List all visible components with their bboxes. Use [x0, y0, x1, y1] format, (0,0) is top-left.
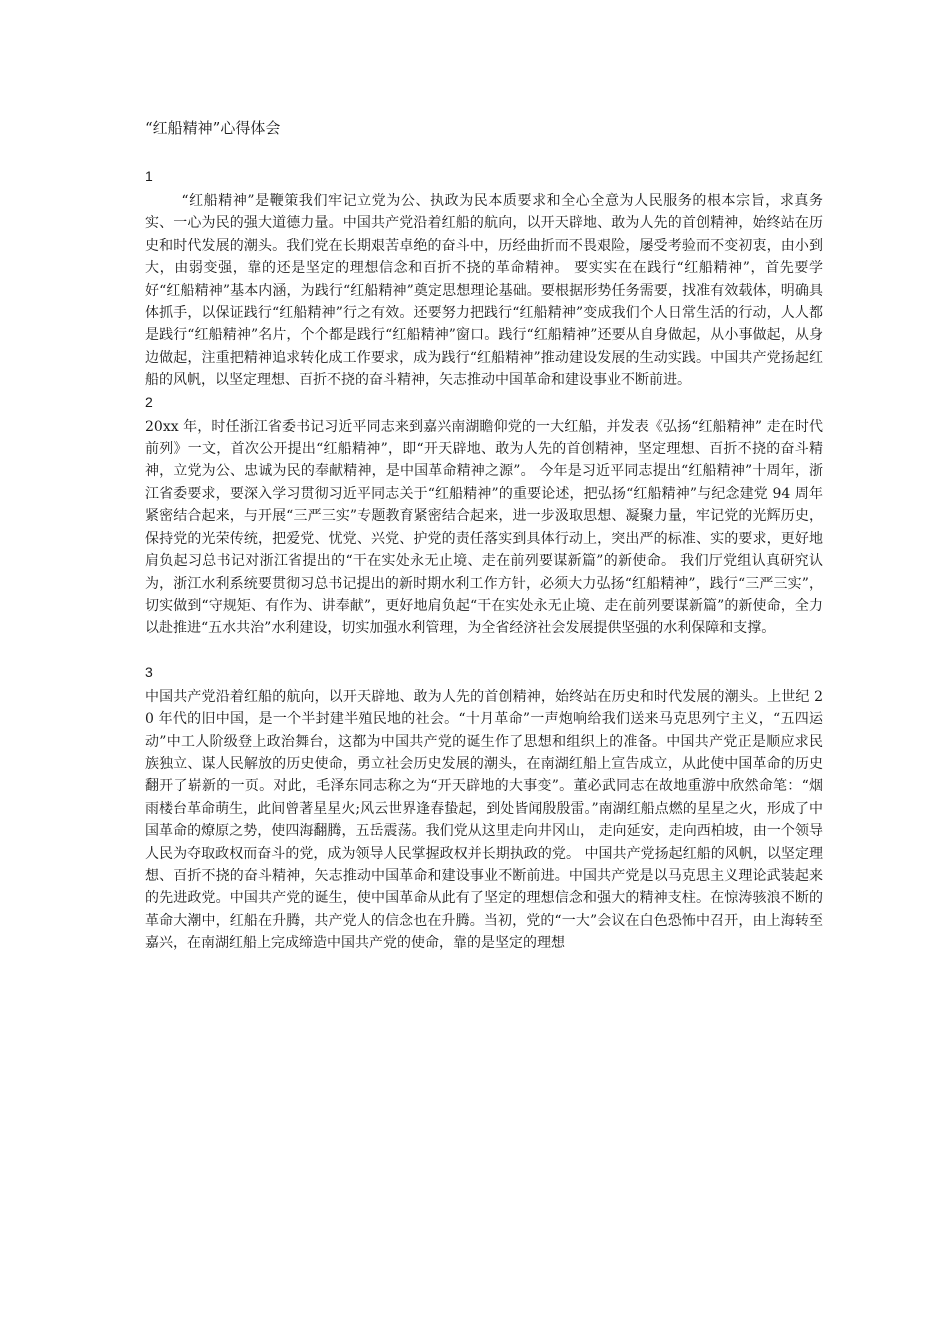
section-3: [145, 662, 823, 955]
section-number: 1: [145, 168, 153, 184]
section-paragraph: “红船精神”是鞭策我们牢记立党为公、执政为民本质要求和全心全意为人民服务的根本宗旨，求真务实、一心为民的强大道德力量。中国共产党沿着红船的航向，以开天辟地、敢为人先的首创精神，始终站在历史和时代发展的潮头。我们党在长期艰苦卓绝的奋斗中，历经曲折而不畏艰险，屡受考验而不变初衷，由小到大，由弱变强，靠的还是坚定的理想信念和百折不挠的革命精神。 要实实在在践行“红船精神”，首先要学好“红船精神”基本内涵，为践行“红船精神”奠定思想理论基础。要根据形势任务需要，找准有效载体，明确具体抓手，以保证践行“红船精神”行之有效。还要努力把践行“红船精神”变成我们个人日常生活的行动，人人都是践行“红船精神”名片，个个都是践行“红船精神”窗口。践行“红船精神”还要从自身做起，从小事做起，从身边做起，注重把精神追求转化成工作要求，成为践行“红船精神”推动建设发展的生动实践。中国共产党扬起红船的风帆，以坚定理想、百折不挠的奋斗精神，矢志推动中国革命和建设事业不断前进。: [145, 193, 823, 389]
section-2: [145, 392, 823, 640]
document-title: “红船精神”心得体会: [145, 119, 281, 137]
section-number: 2: [145, 393, 153, 410]
section-number: 3: [145, 663, 153, 680]
document-page: [145, 118, 823, 955]
spacer: [145, 640, 823, 662]
section-paragraph: 中国共产党沿着红船的航向，以开天辟地、敢为人先的首创精神，始终站在历史和时代发展的潮头。上世纪 20 年代的旧中国，是一个半封建半殖民地的社会。“十月革命”一声炮响给我们送来马克思列宁主义，“五四运动”中工人阶级登上政治舞台，这都为中国共产党的诞生作了思想和组织上的准备。中国共产党正是顺应求民族独立、谋人民解放的历史使命，勇立社会历史发展的潮头，在南湖红船上宣告成立，从此使中国革命的历史翻开了崭新的一页。对此，毛泽东同志称之为“开天辟地的大事变”。董必武同志在故地重游中欣然命笔：“烟雨楼台革命萌生，此间曾著星星火;风云世界逢春蛰起，到处皆闻殷殷雷。”南湖红船点燃的星星之火，形成了中国革命的燎原之势，使四海翻腾，五岳震荡。我们党从这里走向井冈山， 走向延安，走向西柏坡，由一个领导人民为夺取政权而奋斗的党，成为领导人民掌握政权并长期执政的党。 中国共产党扬起红船的风帆，以坚定理想、百折不挠的奋斗精神，矢志推动中国革命和建设事业不断前进。中国共产党是以马克思主义理论武装起来的先进政党。中国共产党的诞生，使中国革命从此有了坚定的理想信念和强大的精神支柱。在惊涛骇浪不断的革命大潮中，红船在升腾，共产党人的信念也在升腾。当初，党的“一大”会议在白色恐怖中召开，由上海转至嘉兴，在南湖红船上完成缔造中国共产党的使命，靠的是坚定的理想: [145, 688, 823, 952]
section-1: [145, 166, 823, 392]
section-paragraph: 20xx 年，时任浙江省委书记习近平同志来到嘉兴南湖瞻仰党的一大红船，并发表《弘扬“红船精神” 走在时代前列》一文，首次公开提出“红船精神”，即“开天辟地、敢为人先的首创精神，坚定理想、百折不挠的奋斗精神，立党为公、忠诚为民的奉献精神，是中国革命精神之源”。 今年是习近平同志提出“红船精神”十周年，浙江省委要求，要深入学习贯彻习近平同志关于“红船精神”的重要论述，把弘扬“红船精神”与纪念建党 94 周年紧密结合起来，与开展“三严三实”专题教育紧密结合起来，进一步汲取思想、凝聚力量，牢记党的光辉历史，保持党的光荣传统，把爱党、忧党、兴党、护党的责任落实到具体行动上，突出严的标准、实的要求，更好地肩负起习总书记对浙江省提出的“干在实处永无止境、走在前列要谋新篇”的新使命。 我们厅党组认真研究认为，浙江水利系统要贯彻习总书记提出的新时期水利工作方针，必须大力弘扬“红船精神”，践行“三严三实”，切实做到“守规矩、有作为、讲奉献”，更好地肩负起“干在实处永无止境、走在前列要谋新篇”的新使命，全力以赴推进“五水共治”水利建设，切实加强水利管理，为全省经济社会发展提供坚强的水利保障和支撑。: [145, 418, 823, 637]
